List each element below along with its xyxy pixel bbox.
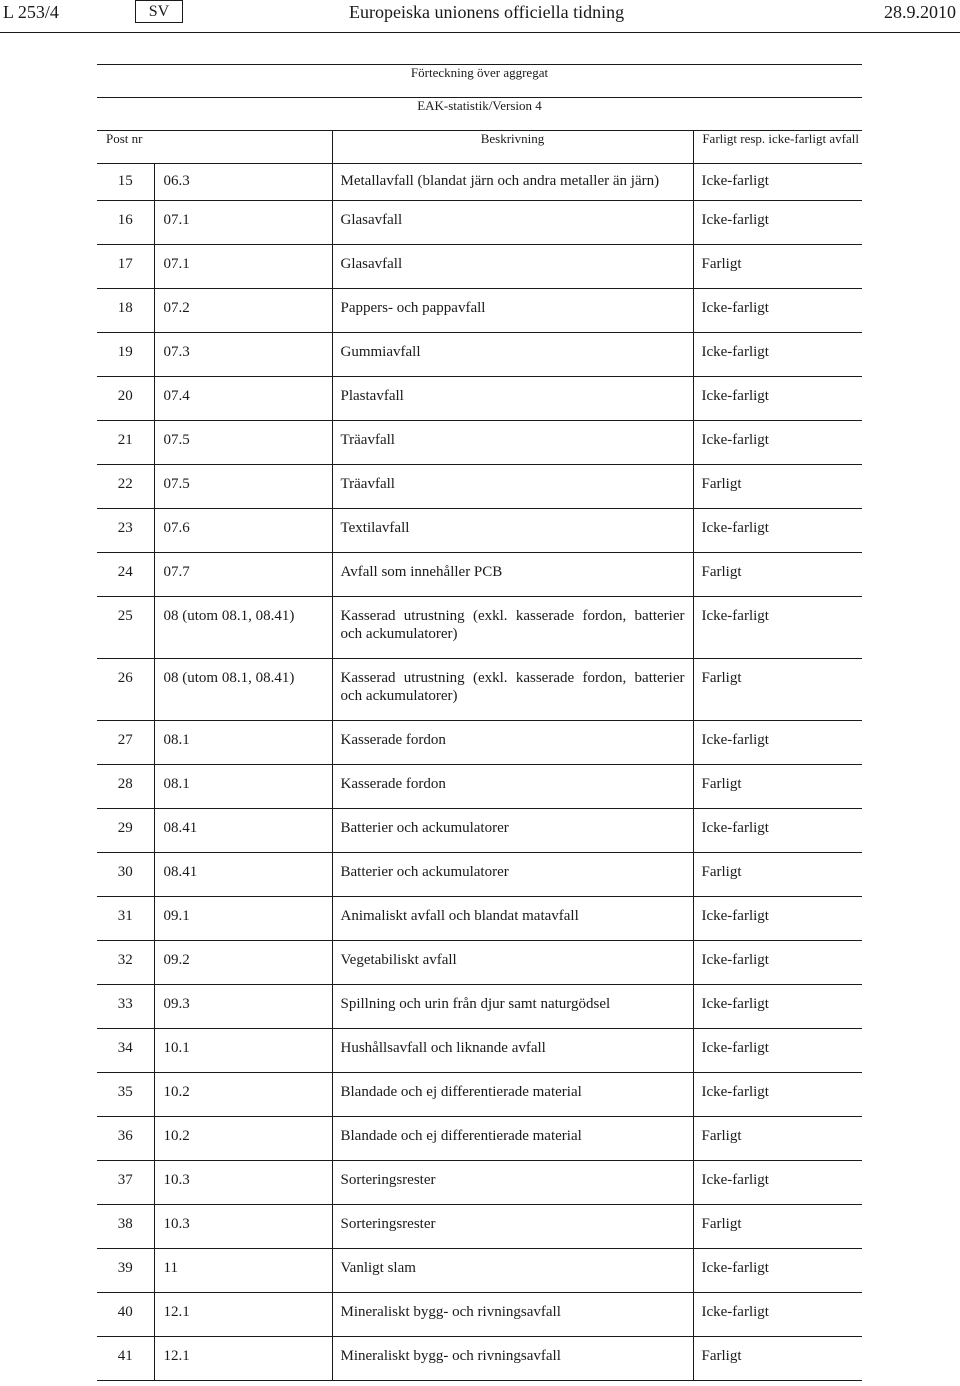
table-row	[97, 1293, 862, 1337]
row-description: Mineraliskt bygg- och rivningsavfall	[332, 1337, 693, 1381]
row-description: Kasserade fordon	[332, 765, 693, 809]
table-row	[97, 597, 862, 659]
table-row	[97, 201, 862, 245]
row-description: Batterier och ackumulatorer	[332, 809, 693, 853]
row-number: 17	[97, 245, 154, 289]
row-description: Batterier och ackumulatorer	[332, 853, 693, 897]
row-number: 20	[97, 377, 154, 421]
table-row	[97, 941, 862, 985]
row-description: Sorteringsrester	[332, 1161, 693, 1205]
row-description: Kasserad utrustning (exkl. kasserade fordon, batterier och ackumulatorer)	[332, 659, 693, 721]
row-number: 37	[97, 1161, 154, 1205]
row-code: 07.3	[154, 333, 332, 377]
row-hazard-class: Farligt	[693, 553, 862, 597]
row-hazard-class: Icke-farligt	[693, 289, 862, 333]
row-number: 24	[97, 553, 154, 597]
row-number: 40	[97, 1293, 154, 1337]
row-hazard-class: Icke-farligt	[693, 164, 862, 201]
row-description: Glasavfall	[332, 245, 693, 289]
table-row	[97, 465, 862, 509]
row-description: Metallavfall (blandat järn och andra metaller än järn)	[332, 164, 693, 201]
table-row	[97, 659, 862, 721]
row-description: Blandade och ej differentierade material	[332, 1073, 693, 1117]
row-code: 10.2	[154, 1073, 332, 1117]
column-header-post-nr: Post nr	[97, 131, 332, 164]
row-number: 29	[97, 809, 154, 853]
row-hazard-class: Farligt	[693, 765, 862, 809]
row-description: Hushållsavfall och liknande avfall	[332, 1029, 693, 1073]
row-code: 09.2	[154, 941, 332, 985]
row-code: 09.1	[154, 897, 332, 941]
row-code: 08.41	[154, 809, 332, 853]
row-number: 36	[97, 1117, 154, 1161]
row-hazard-class: Farligt	[693, 245, 862, 289]
row-hazard-class: Icke-farligt	[693, 1161, 862, 1205]
table-row	[97, 1249, 862, 1293]
row-hazard-class: Icke-farligt	[693, 809, 862, 853]
row-code: 07.5	[154, 465, 332, 509]
row-number: 35	[97, 1073, 154, 1117]
row-description: Blandade och ej differentierade material	[332, 1117, 693, 1161]
row-code: 08.1	[154, 721, 332, 765]
row-code: 07.4	[154, 377, 332, 421]
table-row	[97, 1117, 862, 1161]
table-row	[97, 897, 862, 941]
table-row	[97, 1073, 862, 1117]
row-description: Kasserad utrustning (exkl. kasserade fordon, batterier och ackumulatorer)	[332, 597, 693, 659]
table-subtitle: EAK-statistik/Version 4	[97, 98, 862, 131]
row-code: 07.1	[154, 201, 332, 245]
row-hazard-class: Icke-farligt	[693, 1249, 862, 1293]
row-number: 16	[97, 201, 154, 245]
row-code: 07.7	[154, 553, 332, 597]
table-row	[97, 985, 862, 1029]
row-hazard-class: Icke-farligt	[693, 421, 862, 465]
row-hazard-class: Icke-farligt	[693, 509, 862, 553]
row-code: 12.1	[154, 1337, 332, 1381]
row-code: 12.1	[154, 1293, 332, 1337]
table-row	[97, 1337, 862, 1381]
row-code: 10.3	[154, 1205, 332, 1249]
table-row	[97, 509, 862, 553]
row-description: Vanligt slam	[332, 1249, 693, 1293]
row-hazard-class: Icke-farligt	[693, 1029, 862, 1073]
row-description: Vegetabiliskt avfall	[332, 941, 693, 985]
table-row	[97, 1205, 862, 1249]
row-hazard-class: Farligt	[693, 1117, 862, 1161]
column-header-beskrivning: Beskrivning	[332, 131, 693, 164]
row-number: 31	[97, 897, 154, 941]
header-divider	[0, 32, 960, 33]
row-description: Träavfall	[332, 465, 693, 509]
row-code: 07.6	[154, 509, 332, 553]
row-number: 38	[97, 1205, 154, 1249]
row-description: Glasavfall	[332, 201, 693, 245]
table-row	[97, 1029, 862, 1073]
row-description: Plastavfall	[332, 377, 693, 421]
row-number: 18	[97, 289, 154, 333]
row-hazard-class: Icke-farligt	[693, 201, 862, 245]
table-row	[97, 289, 862, 333]
row-number: 26	[97, 659, 154, 721]
table-subtitle-row	[97, 98, 862, 131]
table-title: Förteckning över aggregat	[97, 65, 862, 98]
row-hazard-class: Icke-farligt	[693, 377, 862, 421]
row-number: 19	[97, 333, 154, 377]
table-row	[97, 809, 862, 853]
row-hazard-class: Icke-farligt	[693, 597, 862, 659]
table-row	[97, 421, 862, 465]
row-hazard-class: Icke-farligt	[693, 333, 862, 377]
row-description: Pappers- och pappavfall	[332, 289, 693, 333]
language-badge: SV	[135, 0, 183, 23]
table-row	[97, 164, 862, 201]
row-code: 10.1	[154, 1029, 332, 1073]
row-description: Animaliskt avfall och blandat matavfall	[332, 897, 693, 941]
row-number: 27	[97, 721, 154, 765]
row-hazard-class: Farligt	[693, 1337, 862, 1381]
row-code: 10.3	[154, 1161, 332, 1205]
row-number: 39	[97, 1249, 154, 1293]
row-hazard-class: Icke-farligt	[693, 897, 862, 941]
row-code: 06.3	[154, 164, 332, 201]
row-number: 21	[97, 421, 154, 465]
row-description: Avfall som innehåller PCB	[332, 553, 693, 597]
row-number: 15	[97, 164, 154, 201]
row-description: Gummiavfall	[332, 333, 693, 377]
journal-title: Europeiska unionens officiella tidning	[349, 2, 625, 22]
aggregate-table	[97, 64, 862, 1381]
row-code: 08.1	[154, 765, 332, 809]
row-number: 33	[97, 985, 154, 1029]
row-code: 08 (utom 08.1, 08.41)	[154, 597, 332, 659]
row-code: 07.1	[154, 245, 332, 289]
table-row	[97, 721, 862, 765]
row-hazard-class: Icke-farligt	[693, 1293, 862, 1337]
table-row	[97, 1161, 862, 1205]
row-code: 10.2	[154, 1117, 332, 1161]
table-row	[97, 853, 862, 897]
row-number: 25	[97, 597, 154, 659]
publication-date: 28.9.2010	[884, 2, 956, 22]
table-row	[97, 765, 862, 809]
row-number: 34	[97, 1029, 154, 1073]
row-number: 32	[97, 941, 154, 985]
row-description: Träavfall	[332, 421, 693, 465]
table-title-row	[97, 65, 862, 98]
column-header-farligt: Farligt resp. icke-farligt avfall	[693, 131, 862, 164]
row-hazard-class: Farligt	[693, 465, 862, 509]
row-hazard-class: Farligt	[693, 659, 862, 721]
table-row	[97, 553, 862, 597]
row-hazard-class: Farligt	[693, 1205, 862, 1249]
table-row	[97, 333, 862, 377]
row-description: Mineraliskt bygg- och rivningsavfall	[332, 1293, 693, 1337]
row-hazard-class: Icke-farligt	[693, 941, 862, 985]
page-reference: L 253/4	[3, 2, 59, 22]
row-number: 23	[97, 509, 154, 553]
row-code: 09.3	[154, 985, 332, 1029]
row-number: 28	[97, 765, 154, 809]
row-code: 08.41	[154, 853, 332, 897]
row-hazard-class: Icke-farligt	[693, 1073, 862, 1117]
page-header	[0, 0, 960, 32]
row-hazard-class: Farligt	[693, 853, 862, 897]
row-description: Textilavfall	[332, 509, 693, 553]
row-code: 07.2	[154, 289, 332, 333]
row-description: Sorteringsrester	[332, 1205, 693, 1249]
table-row	[97, 245, 862, 289]
table-row	[97, 377, 862, 421]
row-code: 07.5	[154, 421, 332, 465]
row-number: 41	[97, 1337, 154, 1381]
row-description: Kasserade fordon	[332, 721, 693, 765]
row-hazard-class: Icke-farligt	[693, 721, 862, 765]
row-description: Spillning och urin från djur samt naturgödsel	[332, 985, 693, 1029]
row-code: 11	[154, 1249, 332, 1293]
row-code: 08 (utom 08.1, 08.41)	[154, 659, 332, 721]
row-number: 30	[97, 853, 154, 897]
row-hazard-class: Icke-farligt	[693, 985, 862, 1029]
row-number: 22	[97, 465, 154, 509]
column-header-row	[97, 131, 862, 164]
